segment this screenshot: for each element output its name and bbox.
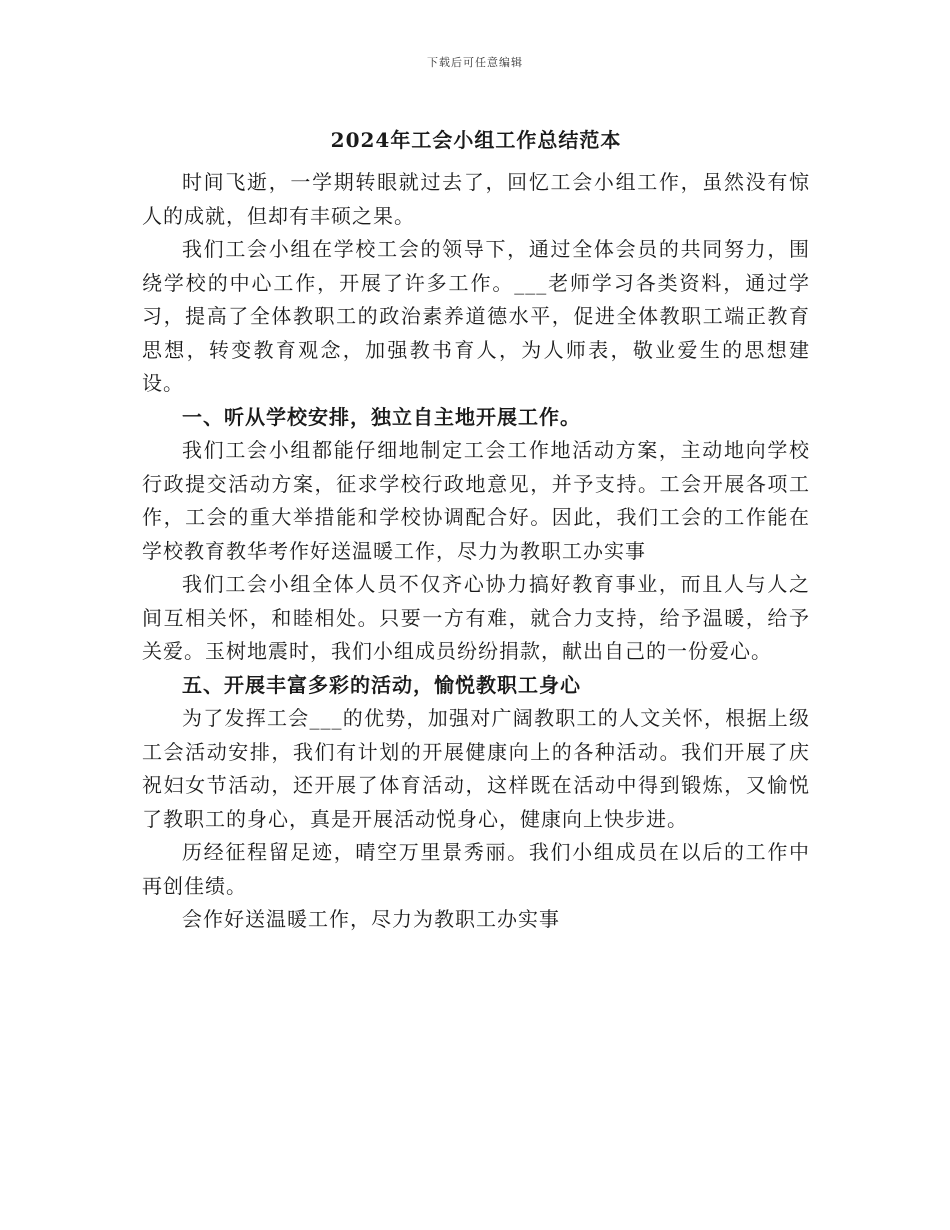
paragraph-6: 历经征程留足迹，晴空万里景秀丽。我们小组成员在以后的工作中再创佳绩。: [142, 840, 810, 898]
paragraph-4: 我们工会小组全体人员不仅齐心协力搞好教育事业，而且人与人之间互相关怀，和睦相处。只要一方有难，就合力支持，给予温暖，给予关爱。玉树地震时，我们小组成员纷纷捐款，献出自己的一份爱心。: [142, 572, 810, 663]
paragraph-7: 会作好送温暖工作，尽力为教职工办实事: [182, 907, 560, 931]
paragraph-5: 为了发挥工会___的优势，加强对广阔教职工的人文关怀，根据上级工会活动安排，我们有计划的开展健康向上的各种活动。我们开展了庆祝妇女节活动，还开展了体育活动，这样既在活动中得到锻炼，又愉悦了教职工的身心，真是开展活动悦身心，健康向上快步进。: [142, 706, 810, 831]
paragraph-2: 我们工会小组在学校工会的领导下，通过全体会员的共同努力，围绕学校的中心工作，开展了许多工作。___老师学习各类资料，通过学习，提高了全体教职工的政治素养道德水平，促进全体教职工端正教育思想，转变教育观念，加强教书育人，为人师表，敬业爱生的思想建设。: [142, 237, 810, 395]
section-heading-5: 五、开展丰富多彩的活动，愉悦教职工身心: [182, 672, 581, 697]
document-body: [142, 122, 810, 937]
section-heading-1: 一、听从学校安排，独立自主地开展工作。: [182, 404, 581, 429]
paragraph-3: 我们工会小组都能仔细地制定工会工作地活动方案，主动地向学校行政提交活动方案，征求学校行政地意见，并予支持。工会开展各项工作，工会的重大举措能和学校协调配合好。因此，我们工会的工作能在学校教育教华考作好送温暖工作，尽力为教职工办实事: [142, 438, 810, 563]
document-title: 2024年工会小组工作总结范本: [330, 128, 622, 152]
header-note: 下载后可任意编辑: [427, 56, 523, 69]
paragraph-1: 时间飞逝，一学期转眼就过去了，回忆工会小组工作，虽然没有惊人的成就，但却有丰硕之果。: [142, 170, 810, 228]
